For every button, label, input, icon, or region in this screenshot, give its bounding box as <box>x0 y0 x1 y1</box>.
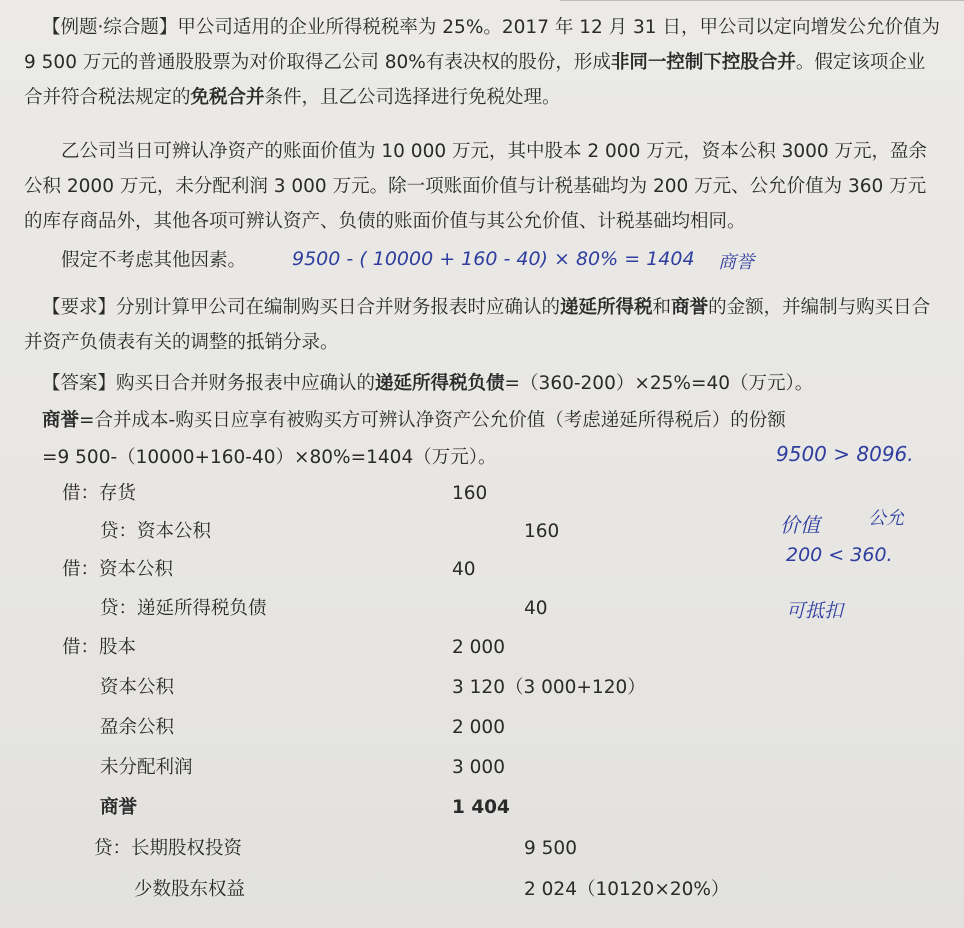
handwritten-formula-tail: 商誉 <box>718 252 754 273</box>
requirement-paragraph: 【要求】分别计算甲公司在编制购买日合并财务报表时应确认的递延所得税和商誉的金额，并编制与购买日合并资产负债表有关的调整的抵销分录。 <box>24 297 931 353</box>
debit-amount: 160 <box>452 483 488 504</box>
answer-line: 【答案】购买日合并财务报表中应确认的递延所得税负债=（360-200）×25%=40（万元）。 <box>42 373 814 394</box>
entry-label: 借：资本公积 <box>62 559 174 580</box>
credit-amount: 160 <box>524 521 560 542</box>
company-info-paragraph: 乙公司当日可辨认净资产的账面价值为 10 000 万元，其中股本 2 000 万元，资本公积 3000 万元，盈余公积 2000 万元，未分配利润 3 000 万元。除一项账面价值与计税基础均为 200 万元、公允价值为 360 万元的库存商品外，其他各项可辨认资产、负债的账面价值与其公允价值、计税基础均相同。 <box>24 141 928 232</box>
top-rule <box>560 0 964 1</box>
entry-label: 商誉 <box>100 797 138 818</box>
handwritten-note: 价值 <box>780 513 820 537</box>
requirement-tag: 【要求】 <box>42 297 117 318</box>
goodwill-calculation: =9 500-（10000+160-40）×80%=1404（万元）。 <box>42 447 497 468</box>
handwritten-formula: 9500 - ( 10000 + 160 - 40) × 80% = 1404 <box>292 248 695 270</box>
handwritten-note: 9500 > 8096. <box>776 442 914 466</box>
credit-amount: 2 024（10120×20%） <box>524 879 730 900</box>
credit-amount: 40 <box>524 598 548 619</box>
entry-label: 少数股东权益 <box>134 879 246 900</box>
entry-label: 未分配利润 <box>100 757 193 778</box>
entry-label: 借：存货 <box>62 483 137 504</box>
entry-label: 贷：长期股权投资 <box>94 838 243 859</box>
debit-amount: 1 404 <box>452 797 510 818</box>
credit-amount: 9 500 <box>524 838 577 859</box>
assumption-paragraph: 假定不考虑其他因素。 <box>61 250 247 271</box>
handwritten-note: 可抵扣 <box>786 600 844 622</box>
debit-amount: 3 120（3 000+120） <box>452 677 646 698</box>
entry-label: 盈余公积 <box>100 717 175 738</box>
debit-amount: 2 000 <box>452 637 505 658</box>
debit-amount: 3 000 <box>452 757 505 778</box>
answer-tag: 【答案】 <box>42 373 117 394</box>
goodwill-definition: 商誉=合并成本-购买日应享有被购买方可辨认净资产公允价值（考虑递延所得税后）的份额 <box>42 410 786 431</box>
handwritten-note: 200 < 360. <box>786 544 893 566</box>
debit-amount: 40 <box>452 559 476 580</box>
entry-label: 贷：递延所得税负债 <box>100 598 267 619</box>
entry-label: 贷：资本公积 <box>100 521 212 542</box>
debit-amount: 2 000 <box>452 717 505 738</box>
entry-label: 借：股本 <box>62 637 137 658</box>
question-paragraph: 【例题·综合题】甲公司适用的企业所得税税率为 25%。2017 年 12 月 31 日，甲公司以定向增发公允价值为 9 500 万元的普通股股票为对价取得乙公司 80%有表决权的股份，形成非同一控制下控股合并。假定该项企业合并符合税法规定的免税合并条件，且乙公司选择进行免税处理。 <box>24 17 940 108</box>
entry-label: 资本公积 <box>100 677 175 698</box>
example-tag: 【例题·综合题】 <box>42 17 178 38</box>
handwritten-note: 公允 <box>868 508 904 529</box>
